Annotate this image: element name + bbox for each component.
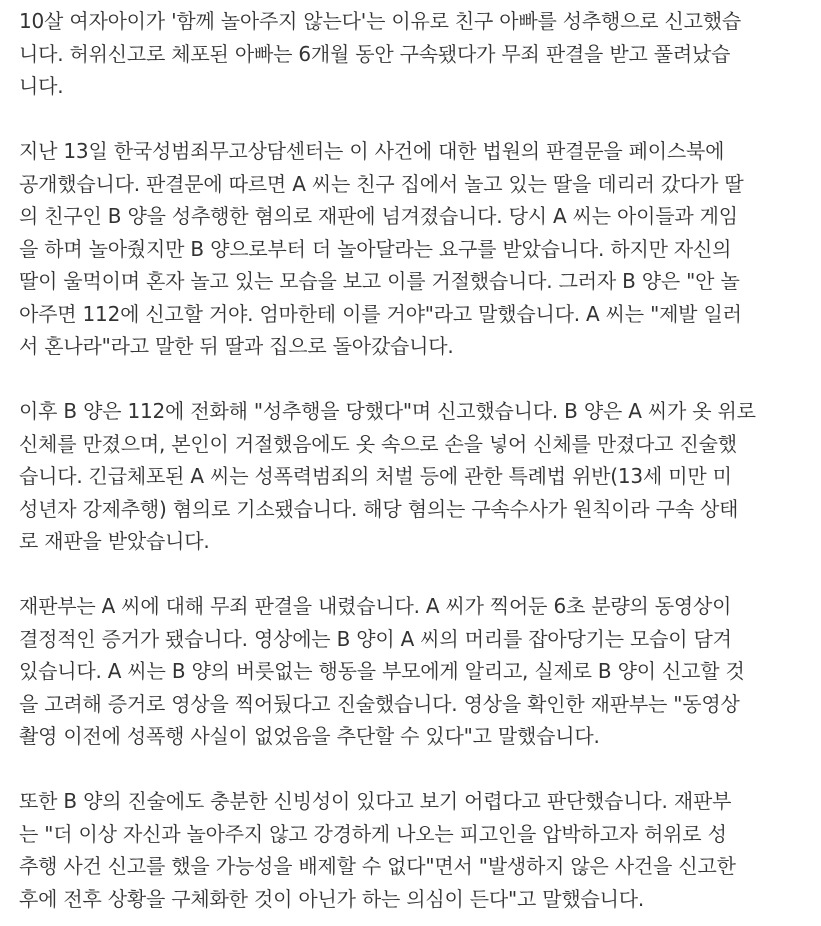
text-line: 니다. — [19, 74, 64, 98]
text-line: 는 "더 이상 자신과 놀아주지 않고 강경하게 나오는 피고인을 압박하고자 허위로 성 — [19, 821, 727, 846]
text-line: 습니다. 긴급체포된 A 씨는 성폭력범죄의 처벌 등에 관한 특례법 위반(13세 미만 미 — [19, 464, 732, 488]
text-line: 또한 B 양의 진술에도 충분한 신빙성이 있다고 보기 어렵다고 판단했습니다. 재판부 — [19, 789, 732, 813]
article-body — [19, 5, 809, 915]
paragraph-2 — [19, 135, 809, 363]
paragraph-gap — [19, 363, 809, 396]
text-line: 딸이 울먹이며 혼자 놀고 있는 모습을 보고 이를 거절했습니다. 그러자 B 양은 "안 놀 — [19, 269, 740, 293]
paragraph-1 — [19, 5, 809, 103]
text-line: 공개했습니다. 판결문에 따르면 A 씨는 친구 집에서 놀고 있는 딸을 데리러 갔다가 딸 — [19, 171, 744, 196]
paragraph-5 — [19, 785, 809, 915]
text-line: 서 혼나라"라고 말한 뒤 딸과 집으로 돌아갔습니다. — [19, 334, 454, 358]
text-line: 결정적인 증거가 됐습니다. 영상에는 B 양이 A 씨의 머리를 잡아당기는 모습이 담겨 — [19, 626, 732, 651]
text-line: 니다. 허위신고로 체포된 아빠는 6개월 동안 구속됐다가 무죄 판결을 받고 풀려났습 — [19, 41, 731, 66]
text-line: 10살 여자아이가 '함께 놀아주지 않는다'는 이유로 친구 아빠를 성추행으로 신고했습 — [19, 9, 742, 33]
text-line: 촬영 이전에 성폭행 사실이 없었음을 추단할 수 있다"고 말했습니다. — [19, 724, 600, 748]
text-line: 을 하며 놀아줬지만 B 양으로부터 더 놀아달라는 요구를 받았습니다. 하지만 자신의 — [19, 236, 732, 261]
text-line: 추행 사건 신고를 했을 가능성을 배제할 수 없다"면서 "발생하지 않은 사건을 신고한 — [19, 854, 736, 878]
paragraph-gap — [19, 558, 809, 591]
text-line: 지난 13일 한국성범죄무고상담센터는 이 사건에 대한 법원의 판결문을 페이스북에 — [19, 139, 725, 163]
text-line: 성년자 강제추행) 혐의로 기소됐습니다. 해당 혐의는 구속수사가 원칙이라 구속 상태 — [19, 496, 739, 521]
text-line: 재판부는 A 씨에 대해 무죄 판결을 내렸습니다. A 씨가 찍어둔 6초 분량의 동영상이 — [19, 594, 732, 618]
paragraph-4 — [19, 590, 809, 753]
text-line: 이후 B 양은 112에 전화해 "성추행을 당했다"며 신고했습니다. B 양은 A 씨가 옷 위로 — [19, 399, 756, 423]
text-line: 후에 전후 상황을 구체화한 것이 아닌가 하는 의심이 든다"고 말했습니다. — [19, 886, 645, 911]
paragraph-3 — [19, 395, 809, 558]
text-line: 아주면 112에 신고할 거야. 엄마한테 이를 거야"라고 말했습니다. A 씨는 "제발 일러 — [19, 301, 742, 326]
paragraph-gap — [19, 103, 809, 136]
paragraph-gap — [19, 753, 809, 786]
text-line: 신체를 만졌으며, 본인이 거절했음에도 옷 속으로 손을 넣어 신체를 만졌다고 진술했 — [19, 431, 737, 456]
text-line: 을 고려해 증거로 영상을 찍어뒀다고 진술했습니다. 영상을 확인한 재판부는 "동영상 — [19, 691, 740, 716]
text-line: 로 재판을 받았습니다. — [19, 529, 210, 553]
text-line: 있습니다. A 씨는 B 양의 버릇없는 행동을 부모에게 알리고, 실제로 B 양이 신고할 것 — [19, 659, 745, 683]
text-line: 의 친구인 B 양을 성추행한 혐의로 재판에 넘겨졌습니다. 당시 A 씨는 아이들과 게임 — [19, 204, 738, 228]
